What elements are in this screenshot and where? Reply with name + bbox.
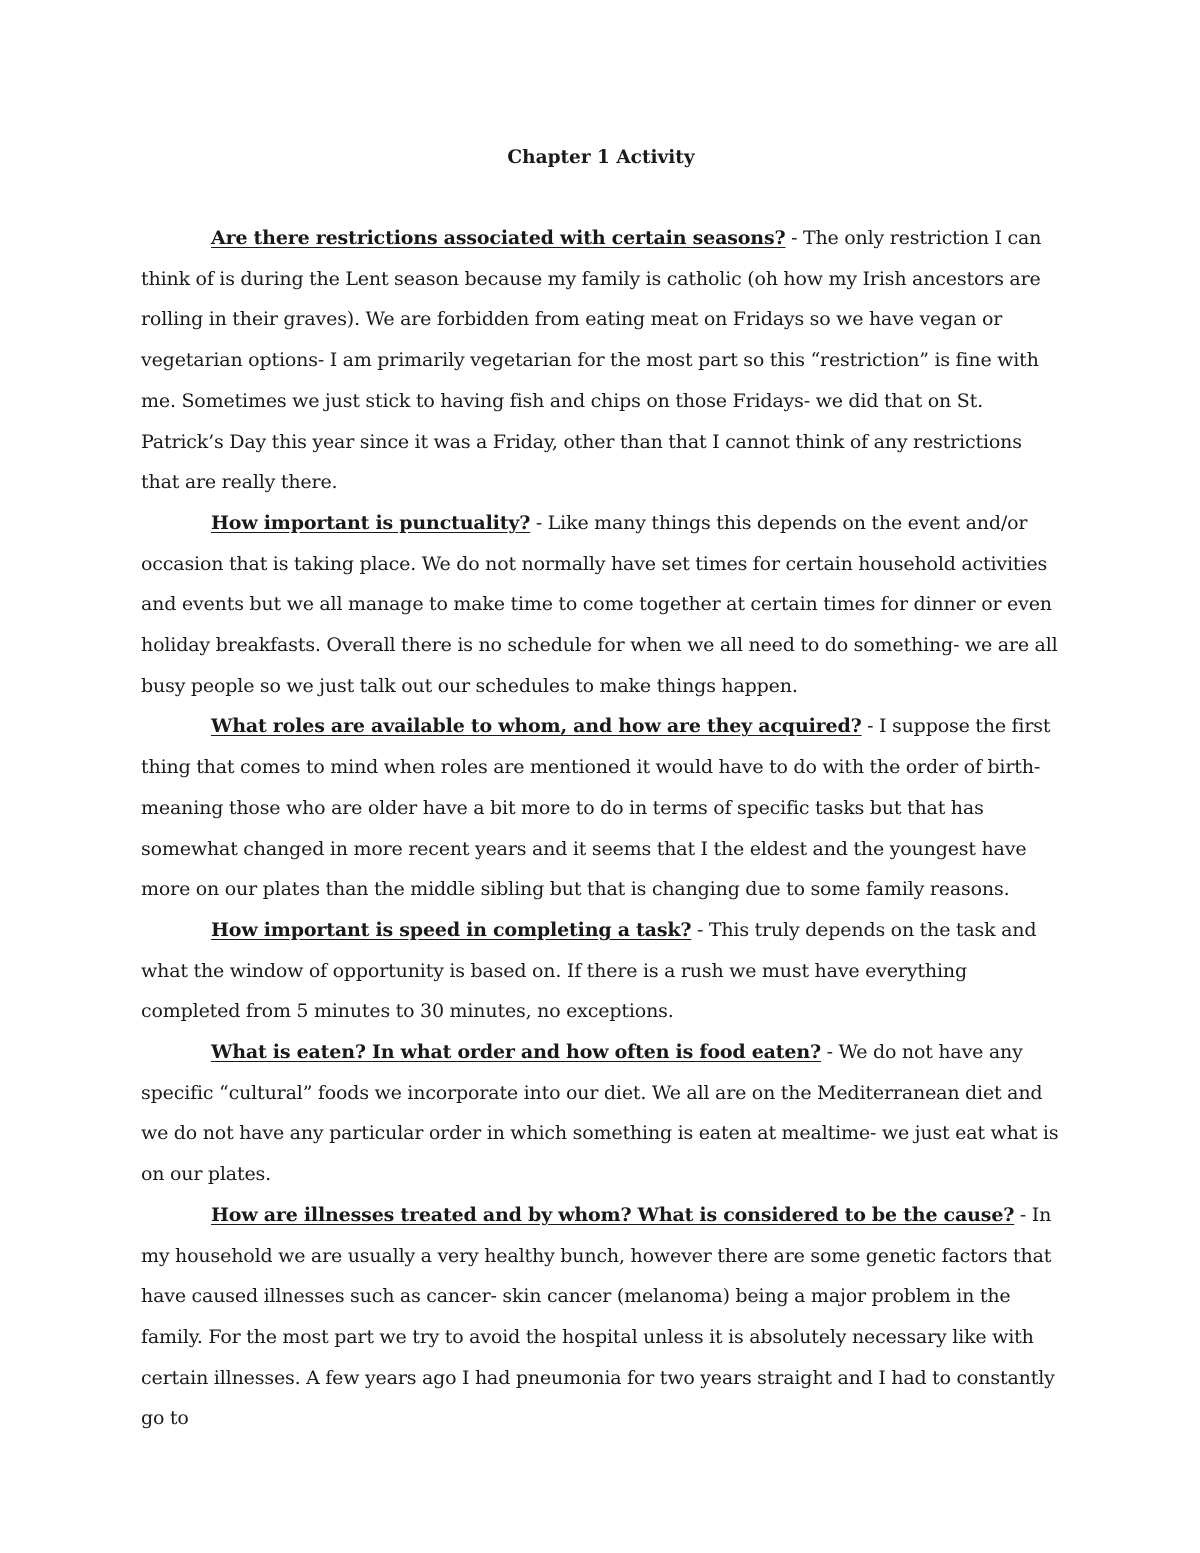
section-illness xyxy=(141,1195,1061,1439)
section-roles xyxy=(141,706,1061,910)
section-seasons xyxy=(141,218,1061,503)
section-punctuality xyxy=(141,503,1061,707)
answer-food: - We do not have any specific “cultural” foods we incorporate into our diet. We all are on the Mediterranean diet and we do not have any particular order in which something is eaten at mealtime- we just eat what is on our plates. xyxy=(141,1041,1059,1186)
question-seasons: Are there restrictions associated with certain seasons? xyxy=(211,227,786,249)
answer-illness: - In my household we are usually a very healthy bunch, however there are some genetic factors that have caused illnesses such as cancer- skin cancer (melanoma) being a major problem in the family. For the most part we try to avoid the hospital unless it is absolutely necessary like with certain illnesses. A few years ago I had pneumonia for two years straight and I had to constantly go to xyxy=(141,1203,1055,1430)
question-illness: How are illnesses treated and by whom? What is considered to be the cause? xyxy=(211,1203,1015,1226)
question-roles: What roles are available to whom, and how are they acquired? xyxy=(211,715,862,738)
blank-line xyxy=(141,178,1061,218)
question-speed: How important is speed in completing a task? xyxy=(211,918,692,941)
answer-speed: - This truly depends on the task and what the window of opportunity is based on. If there is a rush we must have everything completed from 5 minutes to 30 minutes, no exceptions. xyxy=(141,918,1037,1023)
question-food: What is eaten? In what order and how often is food eaten? xyxy=(211,1041,822,1064)
answer-roles: - I suppose the first thing that comes to mind when roles are mentioned it would have to do with the order of birth- meaning those who are older have a bit more to do in terms of specific tasks but that has somewhat changed in more recent years and it seems that I the eldest and the youngest have more on our plates than the middle sibling but that is changing due to some family reasons. xyxy=(141,715,1051,901)
section-food xyxy=(141,1032,1061,1195)
document-page xyxy=(141,138,1061,1439)
answer-seasons: - The only restriction I can think of is during the Lent season because my family is catholic (oh how my Irish ancestors are rolling in their graves). We are forbidden from eating meat on Fridays so we have vegan or vegetarian options- I am primarily vegetarian for the most part so this “restriction” is fine with me. Sometimes we just stick to having fish and chips on those Fridays- we did that on St. Patrick’s Day this year since it was a Friday, other than that I cannot think of any restrictions that are really there. xyxy=(141,227,1042,494)
section-speed xyxy=(141,910,1061,1032)
document-title: Chapter 1 Activity xyxy=(507,147,695,168)
answer-punctuality: - Like many things this depends on the event and/or occasion that is taking place. We do not normally have set times for certain household activities and events but we all manage to make time to come together at certain times for dinner or even holiday breakfasts. Overall there is no schedule for when we all need to do something- we are all busy people so we just talk out our schedules to make things happen. xyxy=(141,511,1058,697)
question-punctuality: How important is punctuality? xyxy=(211,511,531,534)
